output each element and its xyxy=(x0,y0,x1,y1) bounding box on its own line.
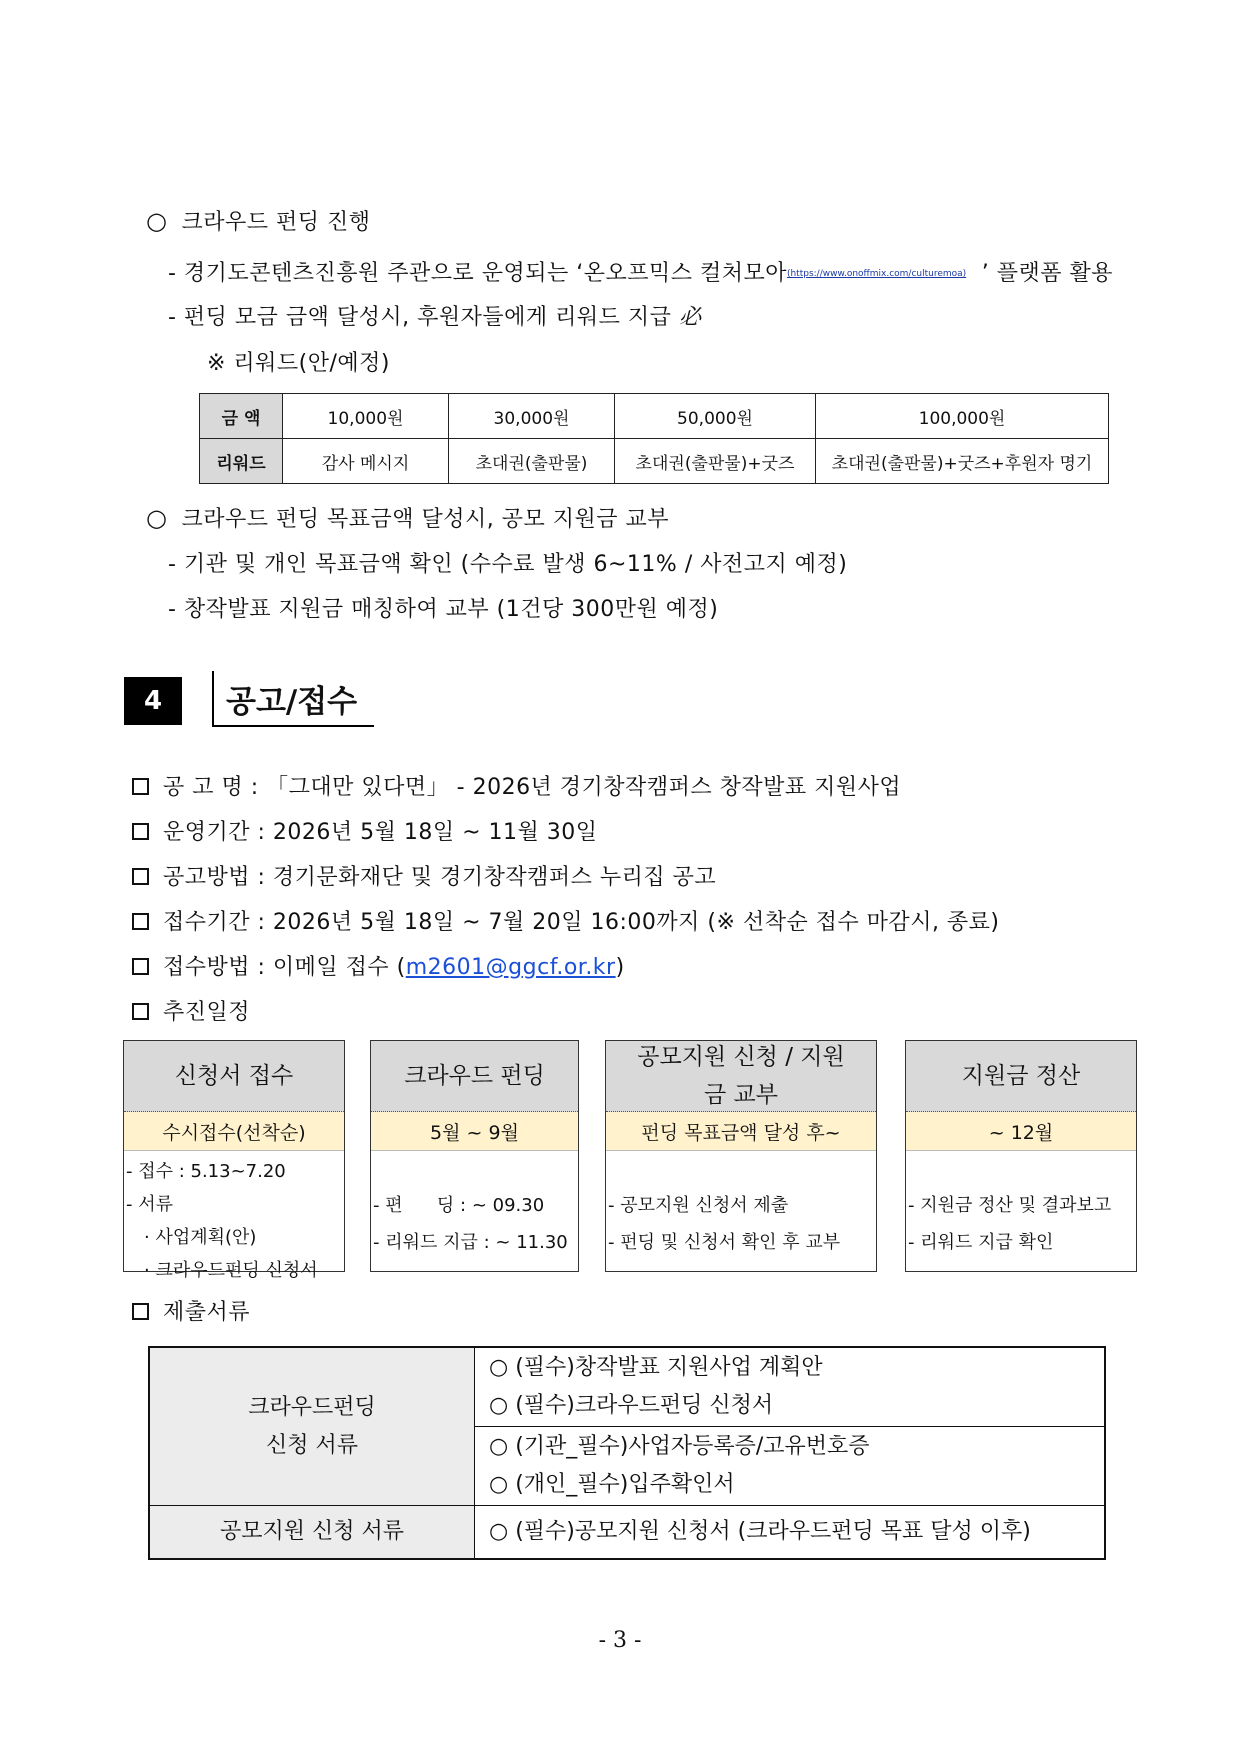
square-bullet-icon xyxy=(132,823,149,840)
schedule-step-title: 지원금 정산 xyxy=(906,1041,1136,1112)
goal-item: - 창작발표 지원금 매칭하여 교부 (1건당 300만원 예정) xyxy=(168,597,719,622)
docs-row xyxy=(149,1506,1105,1560)
docs-row xyxy=(149,1347,1105,1427)
section-number: 4 xyxy=(124,677,182,725)
schedule-line: - 리워드 지급 : ~ 11.30 xyxy=(373,1232,568,1253)
schedule-step-title: 크라우드 펀딩 xyxy=(371,1041,578,1112)
notice-row: 운영기간 : 2026년 5월 18일 ~ 11월 30일 xyxy=(132,815,598,846)
schedule-line: - 편 딩 : ~ 09.30 xyxy=(373,1195,545,1216)
schedule-step-body xyxy=(906,1151,1136,1265)
square-bullet-icon xyxy=(132,913,149,930)
must-mark: 必 xyxy=(678,305,702,330)
amount-cell: 10,000원 xyxy=(283,394,449,439)
schedule-line: - 리워드 지급 확인 xyxy=(908,1232,1054,1253)
reward-amount-row xyxy=(200,394,1109,439)
docs-label: 제출서류 xyxy=(132,1295,250,1326)
square-bullet-icon xyxy=(132,868,149,885)
notice-row: 공고방법 : 경기문화재단 및 경기창작캠퍼스 누리집 공고 xyxy=(132,860,716,891)
schedule-step-period: 수시접수(선착순) xyxy=(124,1112,344,1151)
schedule-label: 추진일정 xyxy=(132,995,250,1026)
reward-note: ※ 리워드(안/예정) xyxy=(207,351,391,376)
schedule-step-period: 5월 ~ 9월 xyxy=(371,1112,578,1151)
reward-header: 리워드 xyxy=(200,439,283,484)
circle-bullet-icon: ○ xyxy=(146,504,168,532)
square-bullet-icon xyxy=(132,958,149,975)
email-link[interactable]: m2601@ggcf.or.kr xyxy=(405,955,616,980)
schedule-step xyxy=(370,1040,579,1272)
amount-cell: 50,000원 xyxy=(615,394,816,439)
reward-cell: 초대권(출판물) xyxy=(449,439,615,484)
goal-heading: ○ 크라우드 펀딩 목표금액 달성시, 공모 지원금 교부 xyxy=(146,504,669,532)
crowd-item-platform: - 경기도콘텐츠진흥원 주관으로 운영되는 ‘온오프믹스 컬처모아(https://www.onoffmix.com/culturemoa) ’ 플랫폼 활용 xyxy=(168,261,1113,286)
section-underline xyxy=(212,725,374,727)
docs-crowd-label: 크라우드펀딩 신청 서류 xyxy=(149,1347,475,1506)
reward-item-row xyxy=(200,439,1109,484)
schedule-step-period: ~ 12월 xyxy=(906,1112,1136,1151)
schedule-step-body xyxy=(606,1151,876,1265)
platform-url[interactable]: (https://www.onoffmix.com/culturemoa) xyxy=(786,269,967,279)
crowd-heading: ○ 크라우드 펀딩 진행 xyxy=(146,207,371,235)
reward-cell: 감사 메시지 xyxy=(283,439,449,484)
schedule-line: - 지원금 정산 및 결과보고 xyxy=(908,1195,1112,1216)
amount-header: 금 액 xyxy=(200,394,283,439)
schedule-step xyxy=(905,1040,1137,1272)
schedule-line: - 펀딩 및 신청서 확인 후 교부 xyxy=(608,1232,841,1253)
documents-table xyxy=(148,1346,1106,1560)
square-bullet-icon xyxy=(132,778,149,795)
notice-row: 접수기간 : 2026년 5월 18일 ~ 7월 20일 16:00까지 (※ 선착순 접수 마감시, 종료) xyxy=(132,905,1000,936)
amount-cell: 30,000원 xyxy=(449,394,615,439)
amount-cell: 100,000원 xyxy=(816,394,1109,439)
schedule-line: - 접수 : 5.13~7.20 xyxy=(126,1161,286,1182)
reward-cell: 초대권(출판물)+굿즈+후원자 명기 xyxy=(816,439,1109,484)
reward-cell: 초대권(출판물)+굿즈 xyxy=(615,439,816,484)
schedule-line: - 공모지원 신청서 제출 xyxy=(608,1195,789,1216)
circle-bullet-icon: ○ xyxy=(146,207,168,235)
docs-crowd-conditional: ○ (기관_필수)사업자등록증/고유번호증 ○ (개인_필수)입주확인서 xyxy=(475,1427,1106,1506)
notice-row-method: 접수방법 : 이메일 접수 (m2601@ggcf.or.kr) xyxy=(132,950,625,981)
schedule-line: · 크라우드펀딩 신청서 xyxy=(144,1260,318,1281)
schedule-step xyxy=(605,1040,877,1272)
square-bullet-icon xyxy=(132,1303,149,1320)
page-number: - 3 - xyxy=(598,1628,642,1653)
schedule-step-title: 공모지원 신청 / 지원금 교부 xyxy=(606,1041,876,1112)
section-title: 공고/접수 xyxy=(226,684,358,720)
schedule-step-body xyxy=(371,1151,578,1265)
docs-contest-label: 공모지원 신청 서류 xyxy=(149,1506,475,1560)
docs-crowd-required: ○ (필수)창작발표 지원사업 계획안 ○ (필수)크라우드펀딩 신청서 xyxy=(475,1347,1106,1427)
square-bullet-icon xyxy=(132,1003,149,1020)
schedule-line: - 서류 xyxy=(126,1194,173,1215)
schedule-step xyxy=(123,1040,345,1281)
notice-row: 공 고 명 : 「그대만 있다면」 - 2026년 경기창작캠퍼스 창작발표 지원사업 xyxy=(132,770,901,801)
goal-item: - 기관 및 개인 목표금액 확인 (수수료 발생 6~11% / 사전고지 예정) xyxy=(168,552,848,577)
schedule-step-body xyxy=(124,1151,344,1291)
reward-table xyxy=(199,393,1109,484)
docs-contest-item: ○ (필수)공모지원 신청서 (크라우드펀딩 목표 달성 이후) xyxy=(475,1506,1106,1560)
schedule-step-period: 펀딩 목표금액 달성 후~ xyxy=(606,1112,876,1151)
schedule-step-title: 신청서 접수 xyxy=(124,1041,344,1112)
schedule-line: · 사업계획(안) xyxy=(144,1227,257,1248)
crowd-item-reward: - 펀딩 모금 금액 달성시, 후원자들에게 리워드 지급 必 xyxy=(168,305,702,330)
section-divider xyxy=(212,671,214,727)
